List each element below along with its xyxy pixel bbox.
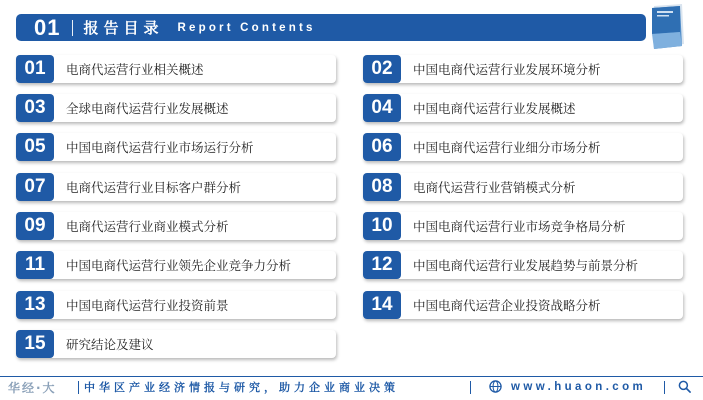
item-number-badge: 01 [16,55,54,83]
contents-item-12[interactable] [363,251,683,279]
item-label: 中国电商代运营行业细分市场分析 [413,140,601,155]
footer [0,378,703,396]
section-number: 01 [34,14,61,40]
contents-item-04[interactable] [363,94,683,122]
item-number-badge: 09 [16,212,54,240]
brand-logo: 华经·大 [8,380,57,395]
contents-item-15[interactable] [16,330,336,358]
item-label: 中国电商代运营行业发展环境分析 [413,62,601,77]
item-label: 电商代运营行业商业模式分析 [66,219,229,234]
footer-separator [664,381,665,394]
item-label: 研究结论及建议 [66,337,154,352]
item-label: 中国电商代运营行业领先企业竞争力分析 [66,258,292,273]
item-number-badge: 07 [16,173,54,201]
item-number-badge: 06 [363,133,401,161]
contents-item-05[interactable] [16,133,336,161]
contents-item-13[interactable] [16,291,336,319]
book-cover-icon [648,2,686,50]
item-number-badge: 02 [363,55,401,83]
item-number-badge: 13 [16,291,54,319]
contents-item-02[interactable] [363,55,683,83]
footer-divider [0,376,703,377]
header-divider [72,20,73,36]
contents-item-14[interactable] [363,291,683,319]
item-label: 电商代运营行业目标客户群分析 [66,180,242,195]
footer-separator [470,381,471,394]
contents-item-01[interactable] [16,55,336,83]
section-title: 报告目录 [83,19,164,37]
contents-item-07[interactable] [16,173,336,201]
globe-icon [489,380,502,393]
item-label: 全球电商代运营行业发展概述 [66,101,229,116]
footer-separator [78,381,79,394]
item-label: 中国电商代运营行业市场运行分析 [66,140,254,155]
item-label: 中国电商代运营行业投资前景 [66,298,229,313]
item-number-badge: 14 [363,291,401,319]
item-number-badge: 08 [363,173,401,201]
item-number-badge: 10 [363,212,401,240]
footer-slogan: 中华区产业经济情报与研究，助力企业商业决策 [84,381,399,394]
item-number-badge: 05 [16,133,54,161]
contents-item-03[interactable] [16,94,336,122]
contents-item-08[interactable] [363,173,683,201]
item-number-badge: 15 [16,330,54,358]
section-subtitle: Report Contents [177,21,316,34]
item-label: 中国电商代运营行业发展概述 [413,101,576,116]
item-number-badge: 12 [363,251,401,279]
item-label: 中国电商代运营企业投资战略分析 [413,298,601,313]
item-label: 电商代运营行业营销模式分析 [413,180,576,195]
item-label: 中国电商代运营行业市场竞争格局分析 [413,219,626,234]
item-label: 电商代运营行业相关概述 [66,62,204,77]
item-number-badge: 03 [16,94,54,122]
item-number-badge: 04 [363,94,401,122]
contents-item-11[interactable] [16,251,336,279]
item-number-badge: 11 [16,251,54,279]
item-label: 中国电商代运营行业发展趋势与前景分析 [413,258,639,273]
section-header [16,14,646,41]
contents-item-06[interactable] [363,133,683,161]
contents-item-10[interactable] [363,212,683,240]
search-icon[interactable] [678,380,691,393]
website-link[interactable]: www.huaon.com [511,381,647,393]
contents-item-09[interactable] [16,212,336,240]
